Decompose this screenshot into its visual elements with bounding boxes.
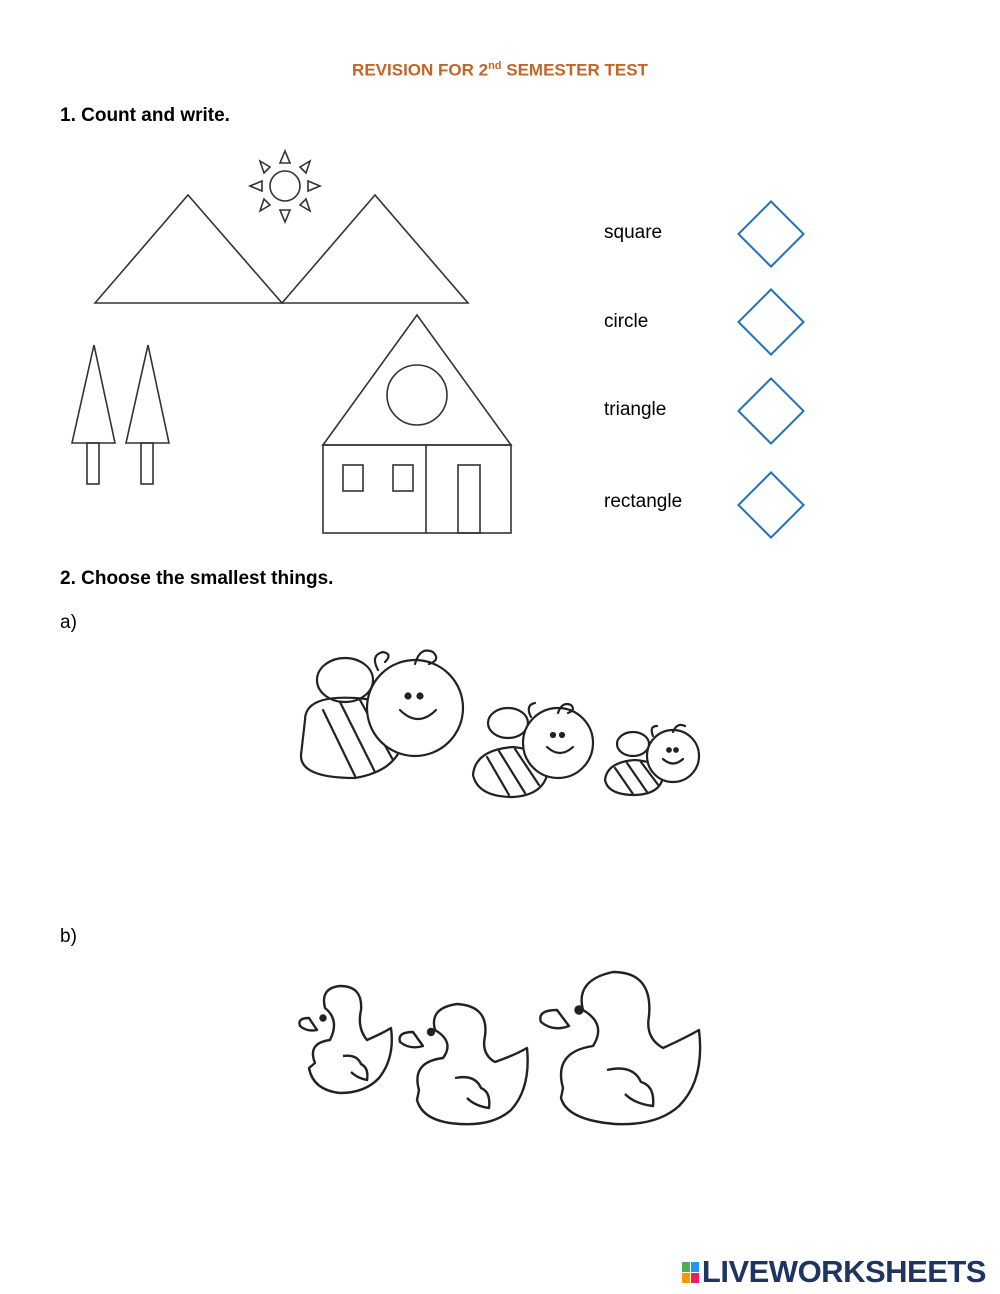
part-a-label: a) (60, 612, 77, 633)
ducks-illustration (295, 968, 705, 1130)
answer-box-rectangle[interactable] (737, 471, 805, 539)
sun-illustration (250, 151, 320, 222)
page-title: REVISION FOR 2nd SEMESTER TEST (352, 60, 648, 80)
bee-large-option[interactable] (301, 651, 463, 779)
part-b-label: b) (60, 926, 77, 947)
house-illustration (323, 315, 511, 533)
mountain-triangle-left (95, 195, 282, 303)
bee-medium-option[interactable] (473, 703, 593, 797)
label-triangle: triangle (604, 399, 667, 420)
bee-small-option[interactable] (605, 725, 699, 795)
section2-heading: 2. Choose the smallest things. (60, 568, 334, 589)
answer-box-square[interactable] (737, 200, 805, 268)
label-square: square (604, 222, 663, 243)
answer-box-circle[interactable] (737, 288, 805, 356)
duck-small-option[interactable] (299, 986, 391, 1093)
bees-illustration (295, 650, 710, 795)
label-rectangle: rectangle (604, 491, 683, 512)
shapes-scene (60, 145, 530, 545)
section1-heading: 1. Count and write. (60, 105, 230, 126)
duck-large-option[interactable] (540, 972, 700, 1124)
label-circle: circle (604, 311, 649, 332)
liveworksheets-logo: LIVEWORKSHEETS (682, 1254, 986, 1290)
tree-right (126, 345, 169, 484)
logo-mark-icon (682, 1262, 699, 1283)
tree-left (72, 345, 115, 484)
answer-box-triangle[interactable] (737, 377, 805, 445)
duck-medium-option[interactable] (400, 1004, 528, 1124)
